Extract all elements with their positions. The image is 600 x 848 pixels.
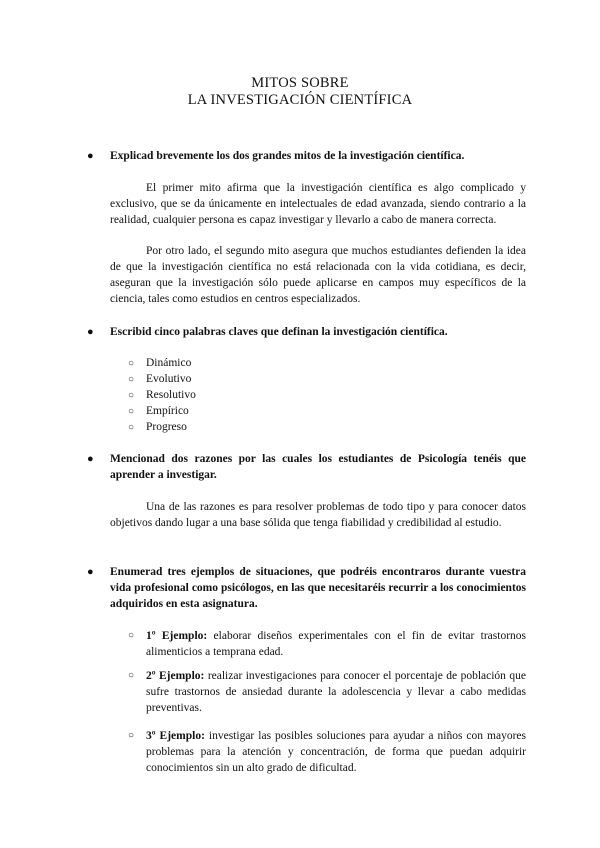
question-3: Mencionad dos razones por las cuales los estudiantes de Psicología tenéis que aprender a investigar. [110,453,526,481]
title-line-2: LA INVESTIGACIÓN CIENTÍFICA [187,92,413,108]
page-title [0,75,600,109]
example-1 [146,628,526,660]
circle-bullet-icon: ○ [128,422,135,433]
circle-bullet-icon: ○ [128,406,135,417]
bullet-icon: ● [87,453,94,465]
circle-bullet-icon: ○ [128,374,135,385]
keyword-item: ○ Evolutivo [128,371,191,388]
question-4: Enumerad tres ejemplos de situaciones, que podréis encontraros durante vuestra vida profesional como psicólogos, en las que necesitaréis recurrir a los conocimientos adquiridos en esta asignatura. [110,566,526,610]
question-1: Explicad brevemente los dos grandes mitos de la investigación científica. [110,150,465,162]
example-3 [146,728,526,776]
bullet-icon: ● [87,150,94,162]
bullet-icon: ● [87,566,94,578]
example-text: realizar investigaciones para conocer el porcentaje de población que sufre trastornos de ansiedad durante la adolescencia y llevar a cabo medidas preventivas. [146,670,526,714]
example-text: elaborar diseños experimentales con el fin de evitar trastornos alimenticios a temprana edad. [146,630,526,658]
answer-1-paragraph-1: El primer mito afirma que la investigación científica es algo complicado y exclusivo, que se da únicamente en intelectuales de edad avanzada, siendo contrario a la realidad, cualquier persona es capaz investigar y llevarlo a cabo de manera correcta. [110,182,526,226]
circle-bullet-icon: ○ [128,630,135,641]
keyword-item: ○ Progreso [128,419,187,436]
keyword-item: ○ Resolutivo [128,387,196,404]
circle-bullet-icon: ○ [128,390,135,401]
example-label: 3º Ejemplo: [146,730,205,742]
keyword-item: ○ Dinámico [128,355,191,372]
circle-bullet-icon: ○ [128,670,135,681]
example-2 [146,668,526,716]
answer-3-paragraph-1: Una de las razones es para resolver problemas de todo tipo y para conocer datos objetivos dando lugar a una base sólida que tenga fiabilidad y credibilidad al estudio. [110,501,526,529]
circle-bullet-icon: ○ [128,730,135,741]
example-text: investigar las posibles soluciones para ayudar a niños con mayores problemas para la atención y concentración, de forma que puedan adquirir conocimientos sin un alto grado de dificultad. [146,730,526,774]
example-label: 1º Ejemplo: [146,630,208,642]
example-label: 2º Ejemplo: [146,670,205,682]
answer-1-paragraph-2: Por otro lado, el segundo mito asegura que muchos estudiantes defienden la idea de que la investigación científica no está relacionada con la vida cotidiana, es decir, aseguran que la investigación sólo puede aplicarse en campos muy específicos de la ciencia, tales como estudios en centros especializados. [110,245,526,305]
title-line-1: MITOS SOBRE [251,75,349,91]
circle-bullet-icon: ○ [128,358,135,369]
question-2: Escribid cinco palabras claves que definan la investigación científica. [110,326,448,338]
keyword-item: ○ Empírico [128,403,189,420]
bullet-icon: ● [87,326,94,338]
